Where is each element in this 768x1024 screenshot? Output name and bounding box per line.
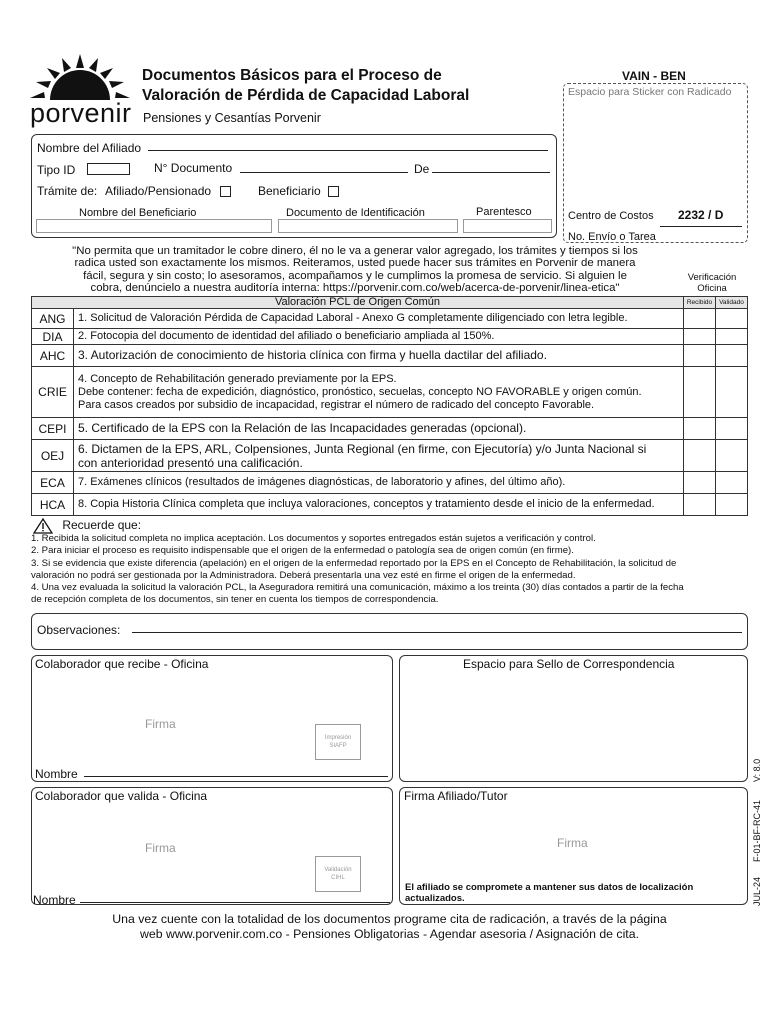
- recibido-check[interactable]: [684, 329, 716, 345]
- row-line: Para casos creados por subsidio de incapacidad, registrar el número de radicado del concepto Favorable.: [78, 398, 595, 411]
- notice-line-1: "No permita que un tramitador le cobre dinero, él no le va a generar valor agregado, los trámites y tiempos si los: [72, 245, 638, 257]
- valida-nombre-label: Nombre: [33, 893, 76, 907]
- ben-parentesco-label: Parentesco: [476, 206, 532, 218]
- recibido-check[interactable]: [684, 440, 716, 472]
- ben-name-label: Nombre del Beneficiario: [79, 207, 197, 219]
- row-code: AHC: [32, 345, 74, 367]
- row-line: 4. Concepto de Rehabilitación generado previamente por la EPS.: [78, 372, 397, 385]
- row-desc: [74, 329, 684, 345]
- recibe-box: [31, 655, 393, 782]
- validado-check[interactable]: [716, 329, 748, 345]
- row-line: 8. Copia Historia Clínica completa que incluya valoraciones, conceptos y tratamiento desde el inicio de la enfermedad.: [78, 498, 655, 510]
- recibido-check[interactable]: [684, 494, 716, 516]
- recibido-check[interactable]: [684, 418, 716, 440]
- observaciones-label: Observaciones:: [37, 623, 121, 637]
- note-4b: de recepción completa de los documentos, sin tener en cuenta los tiempos de correspondencia.: [31, 594, 439, 606]
- subtitle: Pensiones y Cesantías Porvenir: [143, 111, 321, 125]
- validado-check[interactable]: [716, 367, 748, 418]
- col-recibido: Recibido: [684, 297, 716, 309]
- afiliado-note-line-2: actualizados.: [405, 893, 465, 904]
- form-code: VAIN - BEN: [622, 69, 686, 83]
- afiliado-note: [405, 882, 693, 904]
- tipo-id-field[interactable]: [87, 163, 130, 175]
- documento-field[interactable]: [240, 172, 408, 173]
- tramite-label: Trámite de:: [37, 184, 98, 198]
- row-line: 1. Solicitud de Valoración Pérdida de Capacidad Laboral - Anexo G completamente diligenciado con letra legible.: [78, 312, 628, 324]
- cost-center-label: Centro de Costos: [568, 210, 654, 222]
- validado-check[interactable]: [716, 440, 748, 472]
- sello-title: Espacio para Sello de Correspondencia: [463, 657, 675, 671]
- reminder-title-text: Recuerde que:: [62, 518, 142, 533]
- ben-parentesco-field[interactable]: [463, 219, 552, 233]
- option-afiliado[interactable]: [105, 184, 231, 198]
- option-afiliado-label: Afiliado/Pensionado: [105, 184, 212, 198]
- de-label: De: [414, 162, 430, 176]
- table-row: [32, 345, 748, 367]
- validado-check[interactable]: [716, 309, 748, 329]
- validado-check[interactable]: [716, 418, 748, 440]
- pcl-table: [31, 296, 748, 516]
- title-line-2: Valoración de Pérdida de Capacidad Laboral: [142, 87, 470, 104]
- de-field[interactable]: [432, 172, 550, 173]
- row-code: HCA: [32, 494, 74, 516]
- recibido-check[interactable]: [684, 309, 716, 329]
- row-desc: [74, 345, 684, 367]
- afiliado-firma: Firma: [557, 836, 588, 850]
- table-row: [32, 440, 748, 472]
- validado-check[interactable]: [716, 345, 748, 367]
- recibe-nombre-field[interactable]: [84, 776, 388, 777]
- valida-nombre-field[interactable]: [80, 902, 390, 903]
- table-row: [32, 494, 748, 516]
- row-line: 3. Autorización de conocimiento de historia clínica con firma y huella dactilar del afiliado.: [78, 348, 547, 362]
- row-desc: [74, 418, 684, 440]
- row-code: CRIE: [32, 367, 74, 418]
- porvenir-logo: [30, 54, 130, 128]
- row-desc: [74, 494, 684, 516]
- side-version: V: 8.0: [752, 758, 762, 782]
- row-desc: [74, 472, 684, 494]
- row-code: ECA: [32, 472, 74, 494]
- recibe-stamp: [315, 724, 361, 760]
- note-1: 1. Recibida la solicitud completa no implica aceptación. Los documentos y soportes entregados están sujetos a verificación y control.: [31, 533, 596, 544]
- ben-name-field[interactable]: [36, 219, 272, 233]
- warning-icon: [33, 518, 53, 534]
- option-beneficiario[interactable]: [258, 184, 339, 198]
- notice: [34, 245, 676, 295]
- valida-firma: Firma: [145, 841, 176, 855]
- affiliate-name-label: Nombre del Afiliado: [37, 141, 142, 155]
- tipo-id-label: Tipo ID: [37, 163, 76, 177]
- reminder-title: [33, 518, 141, 534]
- verificacion-header: [680, 272, 744, 294]
- ben-doc-field[interactable]: [278, 219, 458, 233]
- recibido-check[interactable]: [684, 345, 716, 367]
- reminder-notes: [31, 533, 751, 607]
- sello-box: [399, 655, 748, 782]
- notice-line-3: fácil, segura y sin costo; lo asesoramos, acompañamos y le cumplimos la promesa de servicio. Si alguien le: [83, 269, 627, 282]
- cost-center-value: 2232 / D: [678, 208, 724, 222]
- table-row: [32, 472, 748, 494]
- row-line: 2. Fotocopia del documento de identidad del afiliado o beneficiario ampliada al 150%.: [78, 330, 495, 342]
- note-3b: valoración no podrá ser gestionada por la Administradora. Deberá presentarla una vez esté en firme el origen de la enfermedad.: [31, 569, 576, 581]
- documento-label: N° Documento: [154, 161, 233, 175]
- valida-stamp-line-2: CIHL: [331, 875, 345, 881]
- recibido-check[interactable]: [684, 472, 716, 494]
- observaciones-field[interactable]: [132, 632, 742, 633]
- note-4a: 4. Una vez evaluada la solicitud la valoración PCL, la Aseguradora remitirá una comunicación, máximo a los treinta (30) días contados a partir de la fecha: [31, 582, 684, 594]
- row-desc: [74, 309, 684, 329]
- side-date: JUL-24: [752, 876, 762, 906]
- valida-stamp-line-1: Validación: [324, 867, 352, 873]
- row-line: con anterioridad presentó una calificación.: [78, 455, 303, 470]
- notice-line-4: cobra, denúncielo a nuestra auditoría interna: https://porvenir.com.co/web/acerca-de-porvenir/linea-etica": [90, 282, 620, 295]
- table-row: [32, 418, 748, 440]
- table-row: [32, 367, 748, 418]
- row-desc: [74, 440, 684, 472]
- beneficiario-checkbox[interactable]: [328, 186, 339, 197]
- notice-line-2: radica usted son exactamente los mismos. Reiteramos, usted puede hacer sus trámites en Porvenir de manera: [74, 257, 636, 270]
- pcl-table-header: Valoración PCL de Origen Común: [32, 297, 684, 309]
- note-3a: 3. Si se evidencia que existe diferencia (apelación) en el origen de la enfermedad reportado por la EPS en el Concepto de Rehabilitación, la solicitud de: [31, 557, 677, 569]
- affiliate-name-field[interactable]: [148, 150, 548, 151]
- title-line-1: Documentos Básicos para el Proceso de: [142, 67, 442, 84]
- recibe-stamp-line-1: Impresión: [324, 735, 352, 741]
- recibe-firma: Firma: [145, 717, 176, 731]
- recibe-title: Colaborador que recibe - Oficina: [35, 657, 209, 671]
- afiliado-title: Firma Afiliado/Tutor: [404, 789, 508, 803]
- footer-line-1: Una vez cuente con la totalidad de los documentos programe cita de radicación, a través de la página: [112, 912, 667, 926]
- recibido-check[interactable]: [684, 367, 716, 418]
- recibe-nombre-label: Nombre: [35, 767, 78, 781]
- note-2: 2. Para iniciar el proceso es requisito indispensable que el origen de la enfermedad o patología sea de origen común (en firme).: [31, 545, 574, 557]
- side-form-code: F-01-BF-RC-41: [752, 799, 762, 862]
- row-line: 6. Dictamen de la EPS, ARL, Colpensiones, Junta Regional (en firme, con Ejecutoría) y/o Junta Nacional si: [78, 441, 647, 456]
- valida-stamp: [315, 856, 361, 892]
- verificacion-line-1: Verificación: [687, 272, 737, 283]
- row-code: DIA: [32, 329, 74, 345]
- envio-label: No. Envío o Tarea: [568, 231, 656, 243]
- row-desc: [74, 367, 684, 418]
- row-line: 7. Exámenes clínicos (resultados de imágenes diagnósticas, de laboratorio y afines, del último año).: [78, 476, 566, 488]
- col-validado: Validado: [716, 297, 748, 309]
- afiliado-checkbox[interactable]: [220, 186, 231, 197]
- row-code: OEJ: [32, 440, 74, 472]
- valida-title: Colaborador que valida - Oficina: [35, 789, 208, 803]
- validado-check[interactable]: [716, 494, 748, 516]
- ben-doc-label: Documento de Identificación: [286, 207, 425, 219]
- sticker-placeholder: Espacio para Sticker con Radicado: [568, 86, 732, 98]
- brand-name: porvenir: [30, 98, 132, 128]
- afiliado-note-line-1: El afiliado se compromete a mantener sus datos de localización: [405, 882, 694, 893]
- recibe-stamp-line-2: SIAFP: [329, 743, 347, 749]
- row-code: ANG: [32, 309, 74, 329]
- table-row: [32, 329, 748, 345]
- row-code: CEPI: [32, 418, 74, 440]
- footer: [31, 912, 748, 942]
- option-beneficiario-label: Beneficiario: [258, 184, 321, 198]
- footer-line-2: web www.porvenir.com.co - Pensiones Obligatorias - Agendar asesoria / Asignación de cita.: [140, 927, 639, 941]
- row-line: 5. Certificado de la EPS con la Relación de las Incapacidades generadas (opcional).: [78, 421, 527, 435]
- verificacion-line-2: Oficina: [697, 283, 727, 294]
- validado-check[interactable]: [716, 472, 748, 494]
- table-row: [32, 309, 748, 329]
- sun-icon: [30, 54, 130, 100]
- row-line: Debe contener: fecha de expedición, diagnóstico, pronóstico, secuelas, concepto NO FAVORABLE y origen común.: [78, 385, 642, 398]
